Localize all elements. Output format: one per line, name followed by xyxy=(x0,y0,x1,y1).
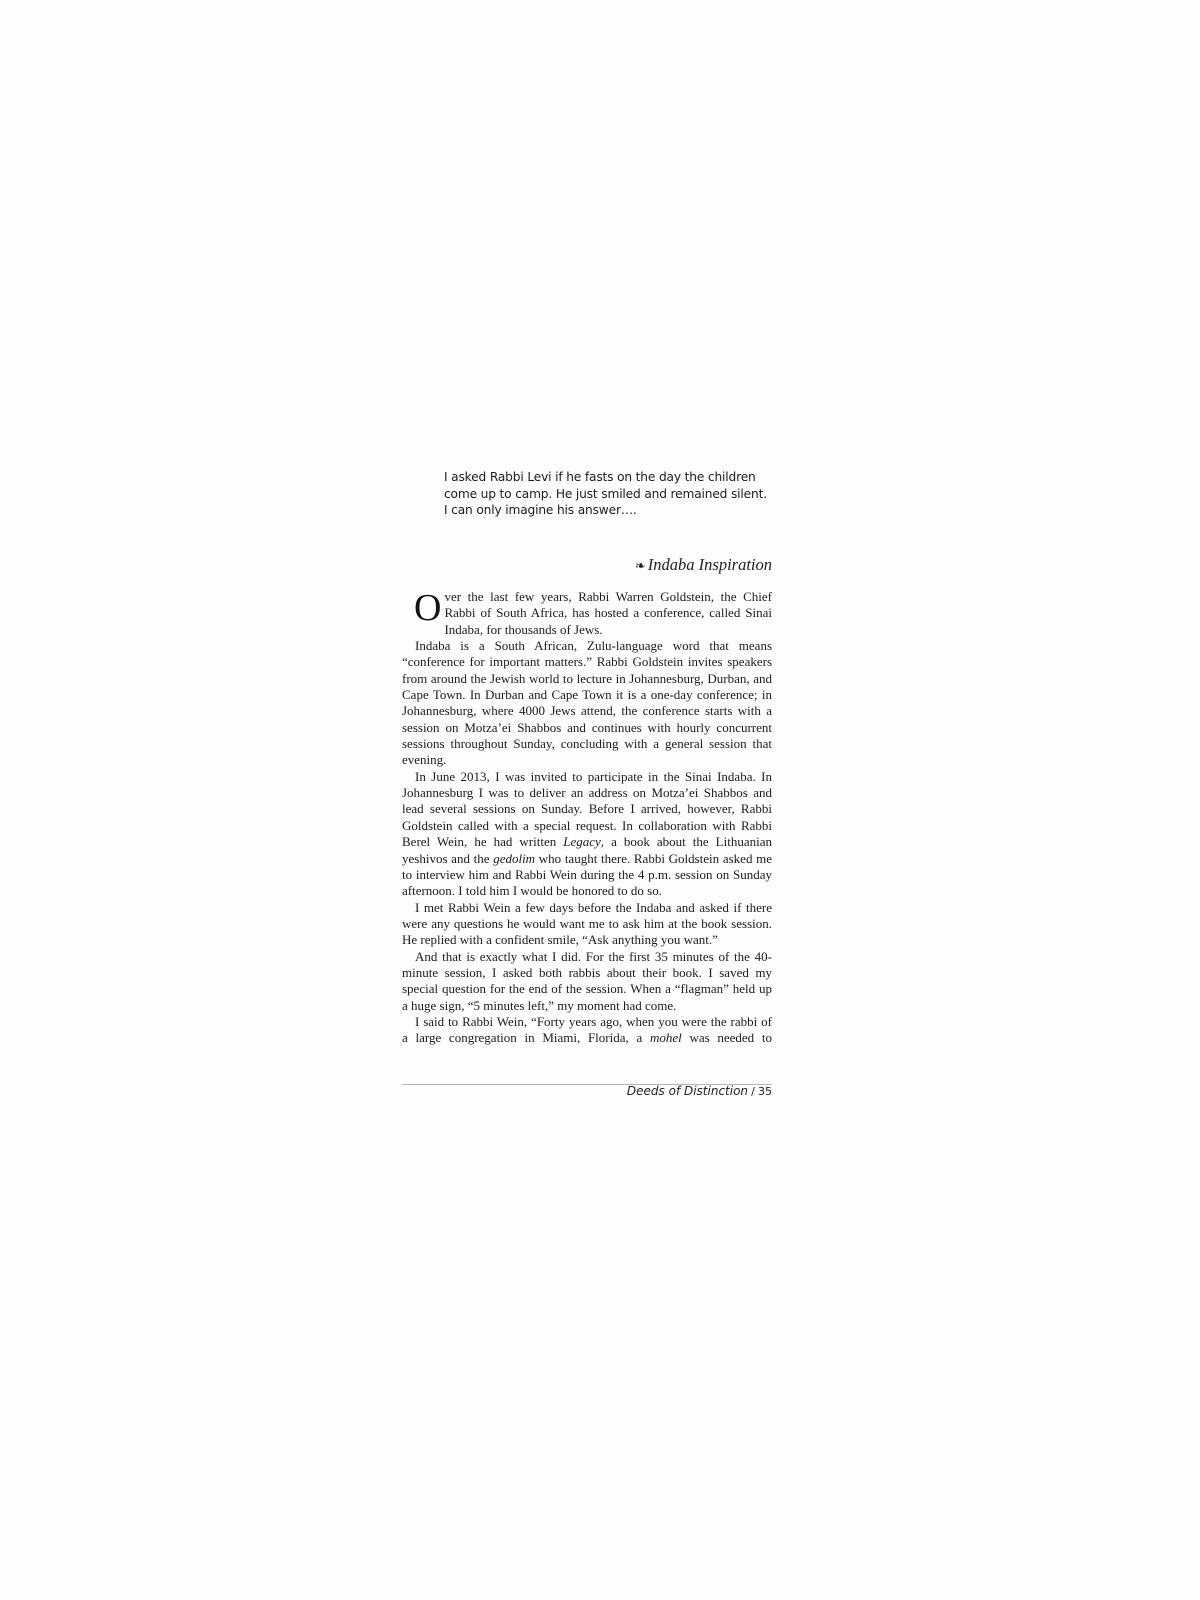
footer-separator: / xyxy=(751,1085,755,1098)
body-text xyxy=(402,589,772,1047)
section-heading xyxy=(402,555,772,575)
paragraph-text: I met Rabbi Wein a few days before the Indaba and asked if there were any questions he would want me to ask him at the book session. He replied with a confident smile, “Ask anything you want.” xyxy=(402,899,772,948)
paragraph-text: I said to Rabbi Wein, “Forty years ago, when you were the rabbi of a large congregation in Miami, Florida, a xyxy=(402,1013,772,1046)
paragraph-text: And that is exactly what I did. For the first 35 minutes of the 40-minute session, I asked both rabbis about their book. I saved my special question for the end of the session. When a “flagman” held up a huge sign, “5 minutes left,” my moment had come. xyxy=(402,948,772,1013)
page-number: 35 xyxy=(758,1085,772,1098)
running-book-title: Deeds of Distinction xyxy=(626,1084,749,1098)
paragraph-3 xyxy=(402,769,772,900)
paragraph-6 xyxy=(402,1014,772,1047)
sidebar-note-text: I asked Rabbi Levi if he fasts on the day the children come up to camp. He just smiled and remained silent. I can only imagine his answer…. xyxy=(444,470,767,518)
paragraph-text: , a book about the Lithuanian yeshivos and the xyxy=(402,834,772,866)
running-footer xyxy=(402,1083,772,1100)
section-title: Indaba Inspiration xyxy=(647,555,772,574)
paragraph-text: who taught there. Rabbi Goldstein asked me to interview him and Rabbi Wein during the 4 p.m. session on Sunday afternoon. I told him I would be honored to do so. xyxy=(402,850,773,899)
sidebar-note xyxy=(444,469,774,519)
paragraph-1 xyxy=(402,589,772,638)
paragraph-text: was needed to xyxy=(681,1030,773,1046)
term-gedolim: gedolim xyxy=(493,850,536,866)
paragraph-4 xyxy=(402,900,772,949)
paragraph-text: ver the last few years, Rabbi Warren Goldstein, the Chief Rabbi of South Africa, has hosted a conference, called Sinai Indaba, for thousands of Jews. xyxy=(444,589,772,637)
fleuron-icon: ❧ xyxy=(634,558,646,573)
paragraph-5 xyxy=(402,949,772,1014)
drop-cap: O xyxy=(414,587,442,629)
book-title-legacy: Legacy xyxy=(563,834,601,850)
paragraph-text: In June 2013, I was invited to participate in the Sinai Indaba. In Johannesburg I was to deliver an address on Motza’ei Shabbos and lead several sessions on Sunday. Before I arrived, however, Rabbi Goldstein called with a special request. In collaboration with Rabbi Berel Wein, he had written xyxy=(402,768,772,850)
paragraph-2 xyxy=(402,638,772,769)
term-mohel: mohel xyxy=(649,1030,682,1046)
paragraph-text: Indaba is a South African, Zulu-language word that means “conference for important matters.” Rabbi Goldstein invites speakers from around the Jewish world to lecture in Johannesburg, Durban, and Cape Town. In Durban and Cape Town it is a one-day conference; in Johannesburg, where 4000 Jews attend, the conference starts with a session on Motza’ei Shabbos and continues with hourly concurrent sessions throughout Sunday, concluding with a general session that evening. xyxy=(402,638,772,768)
